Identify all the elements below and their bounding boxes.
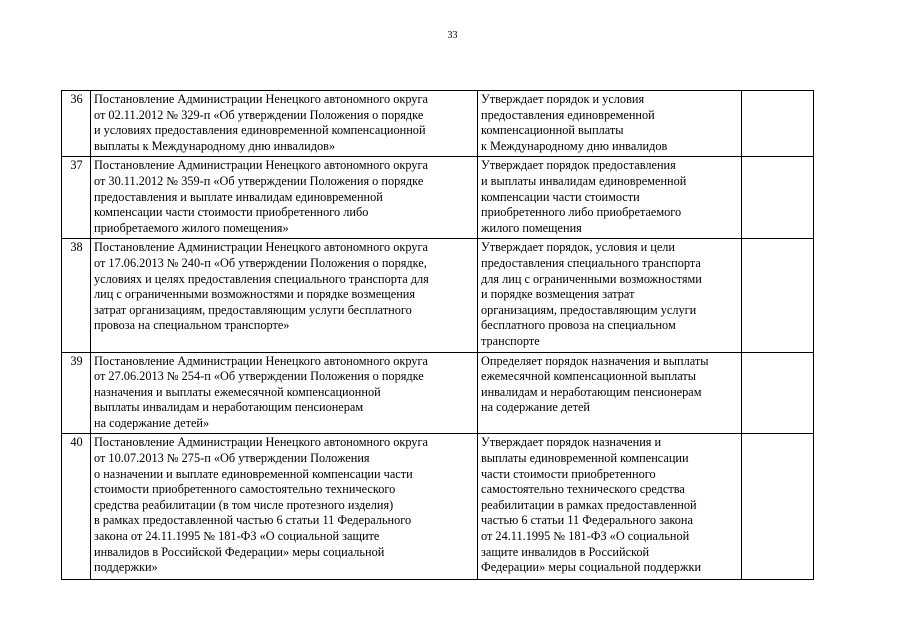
row-number: 38 (62, 239, 91, 352)
row-number: 36 (62, 91, 91, 157)
note-cell (742, 91, 814, 157)
description-cell: Утверждает порядок, условия и цели предоставления специального транспорта для лиц с ограниченными возможностями и порядке возмещения затрат организациям, предоставляющим услуги бесплатного провоза на специальном транспорте (478, 239, 742, 352)
document-title-cell: Постановление Администрации Ненецкого автономного округа от 02.11.2012 № 329-п «Об утверждении Положения о порядке и условиях предоставления единовременной компенсационной выплаты к Международному дню инвалидов» (91, 91, 478, 157)
note-cell (742, 352, 814, 434)
page-number: 33 (447, 30, 458, 41)
table-row (62, 157, 814, 239)
row-number: 39 (62, 352, 91, 434)
description-cell: Определяет порядок назначения и выплаты ежемесячной компенсационной выплаты инвалидам и неработающим пенсионерам на содержание детей (478, 352, 742, 434)
table-row (62, 352, 814, 434)
document-title-cell: Постановление Администрации Ненецкого автономного округа от 30.11.2012 № 359-п «Об утверждении Положения о порядке предоставления и выплате инвалидам единовременной компенсации части стоимости приобретенного либо приобретаемого жилого помещения» (91, 157, 478, 239)
row-number: 37 (62, 157, 91, 239)
note-cell (742, 239, 814, 352)
document-title-cell: Постановление Администрации Ненецкого автономного округа от 27.06.2013 № 254-п «Об утверждении Положения о порядке назначения и выплаты ежемесячной компенсационной выплаты инвалидам и неработающим пенсионерам на содержание детей» (91, 352, 478, 434)
description-cell: Утверждает порядок предоставления и выплаты инвалидам единовременной компенсации части стоимости приобретенного либо приобретаемого жилого помещения (478, 157, 742, 239)
legal-acts-table (61, 90, 814, 580)
note-cell (742, 434, 814, 580)
table-row (62, 91, 814, 157)
table-row (62, 434, 814, 580)
note-cell (742, 157, 814, 239)
document-title-cell: Постановление Администрации Ненецкого автономного округа от 10.07.2013 № 275-п «Об утверждении Положения о назначении и выплате единовременной компенсации части стоимости приобретенного самостоятельно технического средства реабилитации (в том числе протезного изделия) в рамках предоставленной частью 6 статьи 11 Федерального закона от 24.11.1995 № 181-ФЗ «О социальной защите инвалидов в Российской Федерации» меры социальной поддержки» (91, 434, 478, 580)
table-row (62, 239, 814, 352)
description-cell: Утверждает порядок и условия предоставления единовременной компенсационной выплаты к Международному дню инвалидов (478, 91, 742, 157)
row-number: 40 (62, 434, 91, 580)
document-title-cell: Постановление Администрации Ненецкого автономного округа от 17.06.2013 № 240-п «Об утверждении Положения о порядке, условиях и целях предоставления специального транспорта для лиц с ограниченными возможностями и порядке возмещения затрат организациям, предоставляющим услуги бесплатного провоза на специальном транспорте» (91, 239, 478, 352)
description-cell: Утверждает порядок назначения и выплаты единовременной компенсации части стоимости приобретенного самостоятельно технического средства реабилитации в рамках предоставленной частью 6 статьи 11 Федерального закона от 24.11.1995 № 181-ФЗ «О социальной защите инвалидов в Российской Федерации» меры социальной поддержки (478, 434, 742, 580)
